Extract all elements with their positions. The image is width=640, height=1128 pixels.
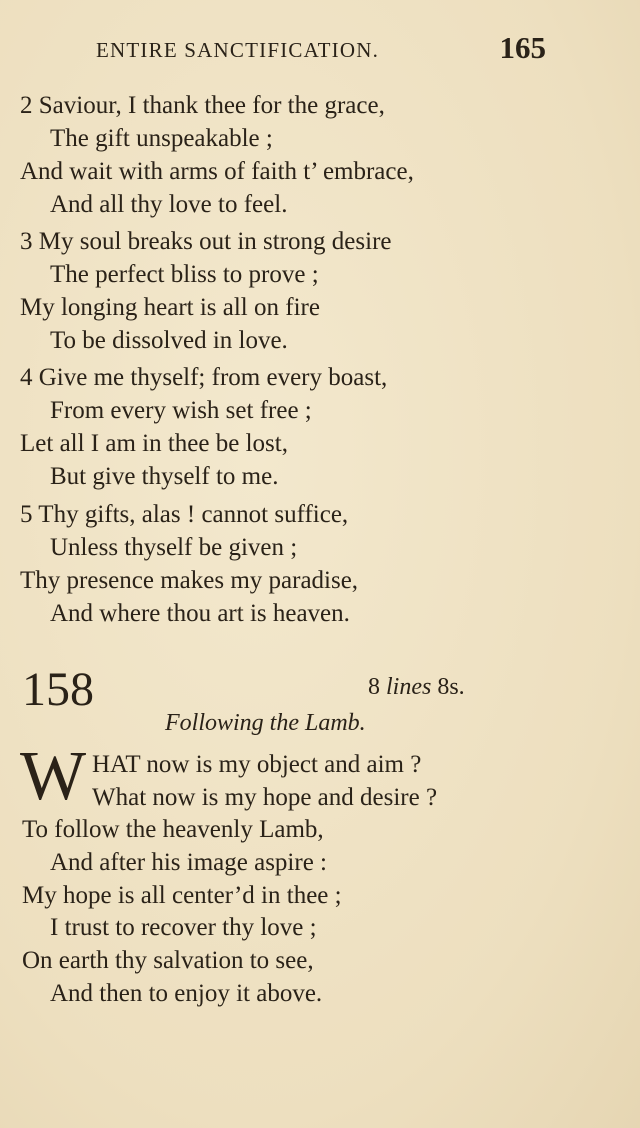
verse-3-line-2: The perfect bliss to prove ; — [50, 261, 319, 288]
hymn-line-3: To follow the heavenly Lamb, — [22, 816, 324, 843]
hymn-line-1: HAT now is my object and aim ? — [92, 751, 422, 778]
page-number: 165 — [499, 30, 546, 65]
verse-3-line-3: My longing heart is all on fire — [20, 294, 320, 321]
running-head — [96, 30, 546, 70]
meter-unit: 8s. — [437, 674, 465, 700]
hymn-meter — [368, 672, 465, 702]
hymn-line-8: And then to enjoy it above. — [50, 980, 323, 1007]
hymn-title: Following the Lamb. — [165, 710, 366, 736]
verse-4-line-2: From every wish set free ; — [50, 397, 312, 424]
hymn-line-5: My hope is all center’d in thee ; — [22, 882, 342, 909]
hymn-line-2: What now is my hope and desire ? — [92, 784, 438, 811]
hymn-number: 158 — [22, 663, 94, 716]
running-head-title: ENTIRE SANCTIFICATION. — [96, 38, 380, 62]
hymn-line-4: And after his image aspire : — [50, 849, 327, 876]
verse-5-line-4: And where thou art is heaven. — [50, 600, 350, 627]
verse-5-line-1: 5 Thy gifts, alas ! cannot suffice, — [20, 501, 349, 528]
verse-2-line-3: And wait with arms of faith t’ embrace, — [20, 158, 414, 185]
meter-word: lines — [386, 674, 432, 700]
verse-5-line-2: Unless thyself be given ; — [50, 534, 298, 561]
meter-count: 8 — [368, 674, 380, 700]
verse-3-line-4: To be dissolved in love. — [50, 327, 288, 354]
verse-5-line-3: Thy presence makes my paradise, — [20, 567, 359, 594]
hymn-line-6: I trust to recover thy love ; — [50, 914, 317, 941]
verse-3-line-1: 3 My soul breaks out in strong desire — [20, 228, 392, 255]
verse-2-line-2: The gift unspeakable ; — [50, 125, 273, 152]
verse-4-line-3: Let all I am in thee be lost, — [20, 430, 288, 457]
hymn-line-7: On earth thy salvation to see, — [22, 947, 314, 974]
verse-4-line-4: But give thyself to me. — [50, 463, 279, 490]
verse-2-line-4: And all thy love to feel. — [50, 191, 288, 218]
verse-4-line-1: 4 Give me thyself; from every boast, — [20, 364, 388, 391]
drop-cap: W — [20, 738, 87, 815]
verse-2-line-1: 2 Saviour, I thank thee for the grace, — [20, 92, 385, 119]
